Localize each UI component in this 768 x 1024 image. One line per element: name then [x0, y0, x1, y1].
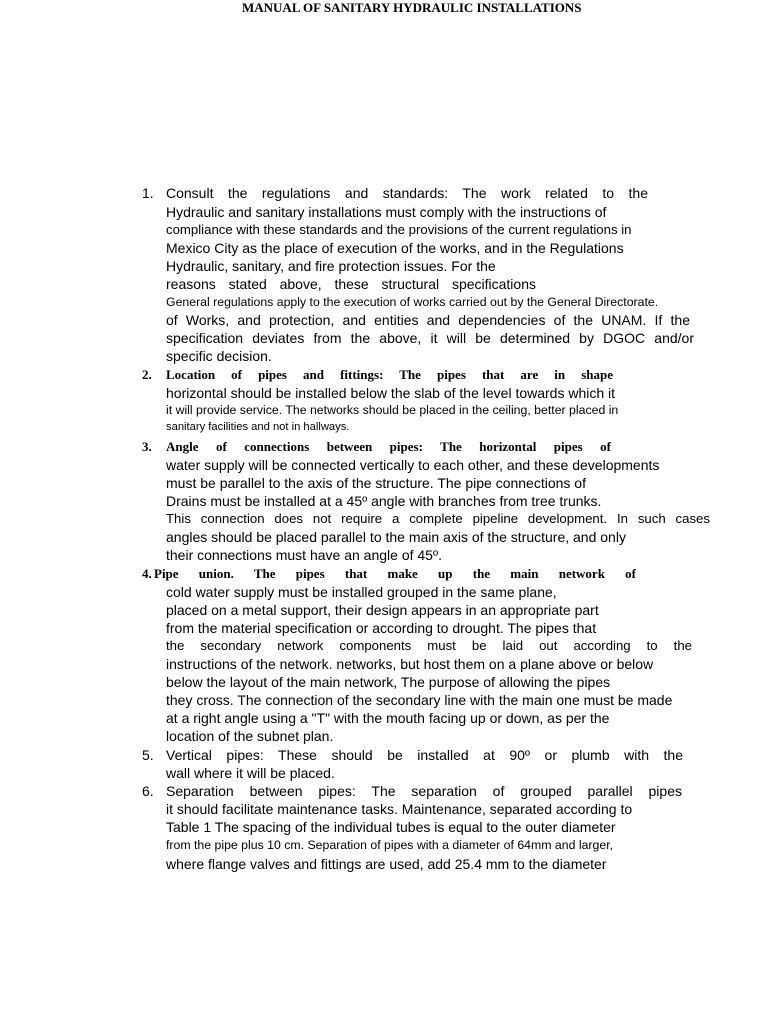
item-4-line-8: they cross. The connection of the secondary line with the main one must be made [166, 692, 673, 708]
item-4-line-5: the secondary network components must be laid out according to the [166, 638, 692, 653]
item-3-line-1: Angle of connections between pipes: The horizontal pipes of [166, 439, 611, 454]
item-1-line-1: Consult the regulations and standards: The work related to the [166, 185, 648, 201]
item-2-line-2: horizontal should be installed below the slab of the level towards which it [166, 385, 616, 401]
item-2-number: 2. [142, 367, 152, 382]
item-2-line-1: Location of pipes and fittings: The pipes that are in shape [166, 367, 613, 382]
item-6-number: 6. [142, 783, 154, 799]
item-5-line-1: Vertical pipes: These should be installed at 90º or plumb with the [166, 747, 683, 763]
item-4-line-10: location of the subnet plan. [166, 728, 334, 744]
item-4-line-1: Pipe union. The pipes that make up the main network of [154, 566, 636, 581]
item-4-line-6: instructions of the network. networks, but host them on a plane above or below [166, 656, 654, 672]
item-4-line-3: placed on a metal support, their design appears in an appropriate part [166, 602, 599, 618]
item-5-number: 5. [142, 747, 154, 763]
item-4-line-7: below the layout of the main network, The purpose of allowing the pipes [166, 674, 611, 690]
item-1-line-5: Hydraulic, sanitary, and fire protection issues. For the [166, 258, 496, 274]
item-6-line-4: from the pipe plus 10 cm. Separation of pipes with a diameter of 64mm and larger, [166, 838, 614, 852]
item-3-line-2: water supply will be connected vertically to each other, and these developments [166, 457, 660, 473]
item-1-number: 1. [142, 185, 154, 201]
item-2-line-4: sanitary facilities and not in hallways. [166, 421, 350, 433]
item-1-line-10: specific decision. [166, 348, 272, 364]
item-3-line-6: angles should be placed parallel to the main axis of the structure, and only [166, 529, 626, 545]
item-4-line-2: cold water supply must be installed grouped in the same plane, [166, 584, 557, 600]
item-3-line-5: This connection does not require a complete pipeline development. In such cases [166, 511, 710, 526]
item-1-line-8: of Works, and protection, and entities and dependencies of the UNAM. If the [166, 312, 690, 328]
item-4-line-9: at a right angle using a "T" with the mouth facing up or down, as per the [166, 710, 610, 726]
item-1-line-9: specification deviates from the above, it will be determined by DGOC and/or [166, 330, 694, 346]
item-6-line-1: Separation between pipes: The separation of grouped parallel pipes [166, 783, 682, 799]
item-1-line-2: Hydraulic and sanitary installations must comply with the instructions of [166, 204, 607, 220]
item-1-line-3: compliance with these standards and the provisions of the current regulations in [166, 222, 632, 237]
item-6-line-2: it should facilitate maintenance tasks. Maintenance, separated according to [166, 801, 633, 817]
item-4-line-4: from the material specification or according to drought. The pipes that [166, 620, 597, 636]
item-1-line-7: General regulations apply to the execution of works carried out by the General Directorate. [166, 295, 659, 309]
item-3-line-3: must be parallel to the axis of the structure. The pipe connections of [166, 475, 586, 491]
item-1-line-6: reasons stated above, these structural specifications [166, 276, 536, 292]
item-6-line-3: Table 1 The spacing of the individual tubes is equal to the outer diameter [166, 819, 616, 835]
item-3-number: 3. [142, 439, 152, 454]
item-2-line-3: it will provide service. The networks should be placed in the ceiling, better placed in [166, 403, 619, 417]
item-5-line-2: wall where it will be placed. [166, 765, 335, 781]
document-title: MANUAL OF SANITARY HYDRAULIC INSTALLATIONS [242, 0, 582, 15]
item-6-line-5: where flange valves and fittings are used, add 25.4 mm to the diameter [166, 856, 607, 872]
item-3-line-7: their connections must have an angle of 45º. [166, 547, 442, 563]
item-3-line-4: Drains must be installed at a 45º angle with branches from tree trunks. [166, 493, 602, 509]
item-1-line-4: Mexico City as the place of execution of the works, and in the Regulations [166, 240, 624, 256]
item-4-number: 4. [142, 566, 152, 581]
